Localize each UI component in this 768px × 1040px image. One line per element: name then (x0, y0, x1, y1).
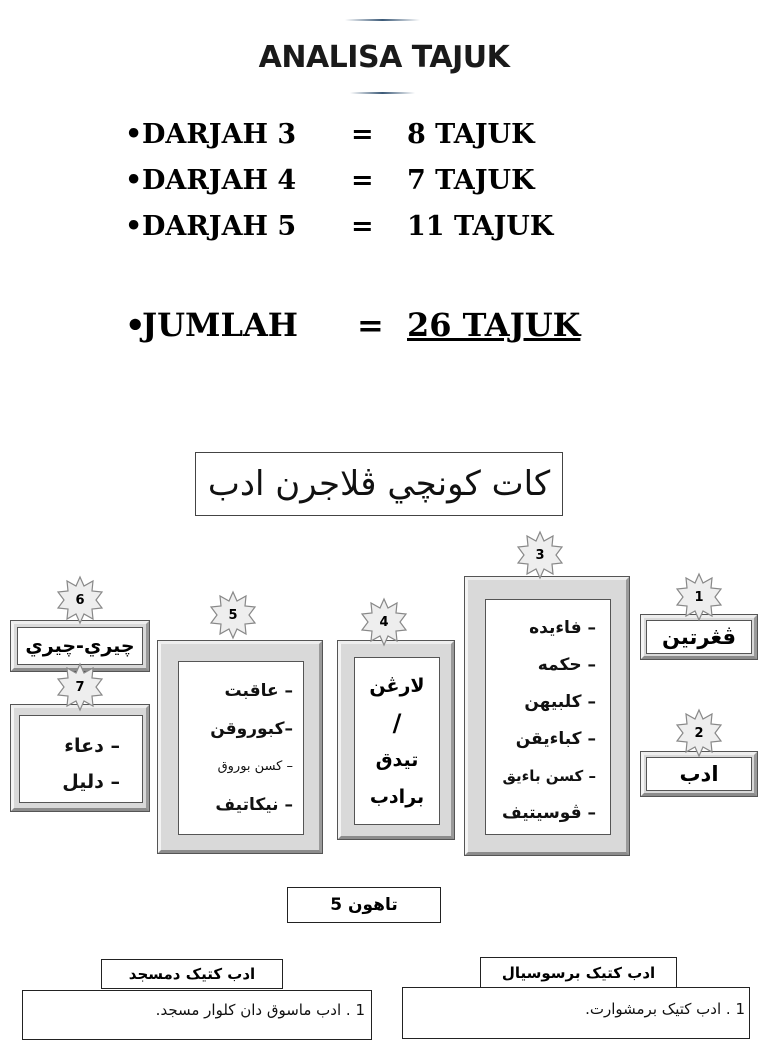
box-4-line: تيدق (375, 749, 419, 771)
total-value: 26 TAJUK (407, 306, 581, 344)
box-3-item: – كلبيهن (524, 692, 596, 712)
bullet: • (125, 306, 146, 344)
box-2-inner (646, 757, 752, 791)
bullet: • (125, 165, 143, 196)
box-3-item: – فاءيده (529, 618, 596, 638)
year-label-box (287, 887, 441, 923)
box-6-inner (17, 627, 143, 665)
badge-2 (674, 708, 724, 758)
badge-3 (515, 530, 565, 580)
box-4-line: برادب (369, 786, 425, 808)
lesson-right-title: ادب كتيک برسوسيال (501, 963, 656, 982)
box-1-inner (646, 620, 752, 654)
box-2-label: ادب (679, 762, 719, 786)
badge-6 (55, 575, 105, 625)
badge-5 (208, 590, 258, 640)
equals-sign: = (351, 211, 374, 242)
lesson-left-title: ادب كتيک دمسجد (128, 965, 256, 983)
box-3-list (502, 610, 596, 832)
box-7-inner (19, 715, 143, 803)
box-5-frame (157, 640, 323, 854)
page-title: ANALISA TAJUK (258, 40, 510, 75)
row-label: DARJAH 5 (142, 211, 297, 242)
box-3-item: – حكمه (537, 655, 596, 675)
lesson-right-content-box (402, 987, 750, 1039)
box-5-inner (178, 661, 304, 835)
box-4-frame (337, 640, 455, 840)
badge-number: 3 (535, 547, 545, 563)
badge-number: 4 (379, 614, 389, 630)
box-4-text (355, 668, 439, 816)
box-7-item: – دعاء (64, 735, 120, 757)
diagram-banner: كات كونچي ڤلاجرن ادب (195, 452, 563, 516)
box-7-list (62, 728, 120, 800)
equals-sign: = (351, 119, 374, 150)
box-1-label: ڤڠرتين (661, 625, 737, 649)
row-value: 8 TAJUK (407, 119, 535, 150)
row-value: 7 TAJUK (407, 165, 535, 196)
bullet: • (125, 119, 143, 150)
title-bottom-line (350, 92, 415, 94)
lesson-right-item: 1 . ادب كتيک برمشوارت. (585, 1000, 745, 1018)
badge-number: 5 (228, 607, 238, 623)
box-6-label: چيري-چيري (25, 635, 135, 657)
box-5-list (210, 672, 293, 824)
box-5-item: – عاقبت (224, 681, 293, 701)
badge-number: 7 (75, 679, 85, 695)
badge-7 (55, 662, 105, 712)
box-5-item: – نيكاتيف (215, 795, 293, 815)
title-top-line (345, 19, 420, 21)
lesson-left-content-box (22, 990, 372, 1040)
row-label: DARJAH 4 (142, 165, 297, 196)
lesson-left-item: 1 . ادب ماسوق دان كلوار مسجد. (155, 1001, 365, 1019)
total-label: JUMLAH (142, 306, 299, 344)
badge-1 (674, 572, 724, 622)
box-5-item: – كسن بوروق (217, 759, 293, 774)
box-4-line: لارڠن (369, 675, 425, 697)
box-7-item: – دليل (62, 771, 120, 793)
box-3-inner (485, 599, 611, 835)
box-3-item: – كباءيقن (515, 729, 596, 749)
badge-number: 6 (75, 592, 85, 608)
badge-number: 1 (694, 589, 704, 605)
row-value: 11 TAJUK (407, 211, 554, 242)
bullet: • (125, 211, 143, 242)
box-3-item: – كسن باءيق (502, 767, 596, 785)
box-4-line: / (392, 709, 402, 737)
badge-number: 2 (694, 725, 704, 741)
year-label: تاهون 5 (330, 895, 398, 915)
box-7-frame (10, 704, 150, 812)
lesson-left-title-box (101, 959, 283, 989)
row-label: DARJAH 3 (142, 119, 297, 150)
box-3-item: – ڤوسيتيف (502, 803, 596, 823)
equals-sign: = (351, 165, 374, 196)
box-5-item: –كبوروقن (210, 719, 293, 739)
box-4-inner (354, 657, 440, 825)
box-3-frame (464, 576, 630, 856)
badge-4 (359, 597, 409, 647)
lesson-right-title-box (480, 957, 677, 988)
equals-sign: = (357, 306, 384, 344)
